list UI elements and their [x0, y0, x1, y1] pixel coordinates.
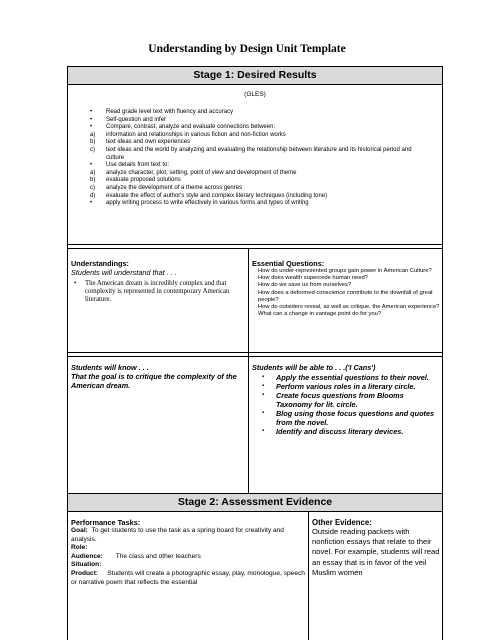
- able-item: ▪ Apply the essential questions to their novel.: [262, 373, 429, 382]
- essential-question: How do outsiders reveal, as well as critique, the American experience?: [258, 304, 440, 311]
- goal-item: a) information and relationships in various fiction and non-fiction works: [90, 131, 286, 138]
- audience-line: Audience: The class and other teachers: [71, 552, 201, 560]
- essential-question: How do under-represented groups gain power in American Culture?: [258, 268, 432, 274]
- goal-item: b) text ideas and own experiences: [90, 139, 191, 146]
- established-goals-list: [88, 109, 428, 208]
- other-evidence-heading: Other Evidence:: [312, 518, 372, 527]
- template-table: [67, 66, 443, 640]
- goal-item: a) analyze character, plot, setting, point of view and development of theme: [90, 169, 297, 176]
- essential-questions-heading: Essential Questions:: [252, 259, 325, 268]
- goal-item: b) evaluate proposed solutions: [90, 177, 181, 184]
- essential-question: How does a deformed conscience contribute to the downfall of great people?: [258, 289, 433, 303]
- able-heading: Students will be able to . . .('I Cans'): [252, 363, 376, 372]
- goal-item: • Self-question and infer: [90, 116, 167, 123]
- other-evidence-cell: [312, 518, 440, 578]
- goal-item: c) analyze the development of a theme across genres: [90, 184, 243, 191]
- goal-item: d) evaluate the effect of author's style and complex literary techniques (including tone): [90, 192, 328, 199]
- understanding-item: • The American dream is incredibly complex and that complexity is represented in contemporary American literature.: [74, 280, 230, 304]
- know-heading: Students will know . . .: [71, 363, 149, 372]
- performance-tasks-cell: [71, 518, 305, 587]
- column-divider: [308, 512, 309, 640]
- goal-item: • Read grade level text with fluency and accuracy: [90, 109, 234, 115]
- stage2-heading: Stage 2: Assessment Evidence: [68, 494, 442, 512]
- gles-label: (GLES): [244, 91, 266, 98]
- understandings-heading: Understandings:: [71, 259, 129, 268]
- product-line: Product: Students will create a photographic essay, play, monologue, speech or narrative poem that reflects the essential: [71, 569, 305, 586]
- column-divider: [248, 248, 249, 493]
- document-title: Understanding by Design Unit Template: [148, 43, 346, 55]
- able-item: ▪ Perform various roles in a literary circle.: [262, 382, 416, 391]
- divider: [68, 248, 442, 249]
- goal-item: c) text ideas and the world by analyzing and evaluating the relationship between literature and its historical period and culture: [90, 146, 412, 161]
- students-will-know-cell: [71, 363, 243, 390]
- essential-question: How do we save us from ourselves?: [258, 282, 352, 289]
- understandings-cell: [71, 259, 243, 305]
- able-item: ▪ Blog using those focus questions and quotes from the novel.: [262, 409, 435, 427]
- divider: [68, 356, 442, 357]
- performance-tasks-heading: Performance Tasks:: [71, 518, 141, 527]
- goal-item: • Compare, contrast, analyze and evaluate connections between:: [90, 124, 276, 131]
- other-evidence-text: Outside reading packets with nonfiction essays that relate to their novel. For example, students will read an essay that is in favor of the veil Muslim women: [312, 527, 440, 577]
- able-item: ▪ Create focus questions from Blooms Taxonomy for lit. circle.: [262, 391, 404, 409]
- role-line: Role:: [71, 544, 88, 552]
- understandings-intro: Students will understand that . . .: [71, 268, 177, 277]
- divider: [68, 244, 442, 245]
- essential-question: What can a change in vantage point do for you?: [258, 311, 382, 318]
- able-list: [252, 373, 440, 436]
- divider: [68, 352, 442, 353]
- situation-line: Situation:: [71, 561, 102, 569]
- goal-item: • Use details from text to:: [90, 162, 170, 169]
- essential-questions-cell: [252, 259, 440, 318]
- stage1-heading: Stage 1: Desired Results: [68, 67, 442, 85]
- know-text: That the goal is to critique the complexity of the American dream.: [71, 372, 237, 390]
- goal-item: • apply writing process to write effectively in various forms and types of writing: [90, 200, 309, 207]
- able-item: ▪ Identify and discuss literary devices.: [262, 427, 404, 436]
- essential-question: How does wealth supercede human need?: [258, 275, 368, 282]
- goal-line: Goal: To get students to use the task as a spring board for creativity and analysis.: [71, 527, 284, 543]
- students-will-be-able-cell: [252, 363, 440, 436]
